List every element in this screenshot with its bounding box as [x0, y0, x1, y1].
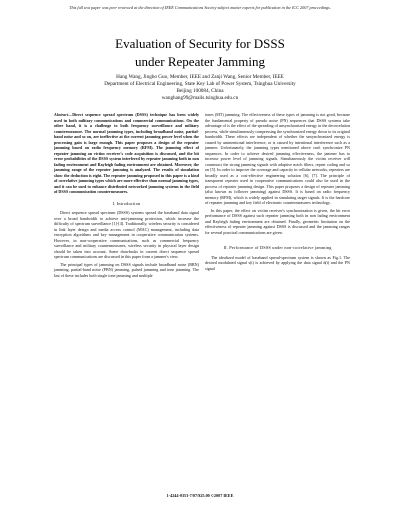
copyright-footer: 1-4244-0353-7/07/$25.00 ©2007 IEEE [166, 493, 234, 498]
author-block [0, 74, 400, 102]
intro-paragraph-2: The principal types of jamming on DSSS signals include broadband noise (BBN) jamming, partial-band noise (PBN) jamming, pulsed jamming and tone jamming. The last of these includes both single tone jamming and multiple [54, 261, 199, 278]
affiliation: Department of Electrical Engineering, State Key Lab of Power System, Tsinghua University [104, 81, 296, 87]
city: Beijing 100084, China [176, 88, 224, 94]
paper-title [0, 35, 400, 71]
right-paragraph-1: tones (MT) jamming. The effectiveness of these types of jamming is not good, because the fundamental property of pseudo noise (PN) sequences that DSSS systems take advantage of is the effect of the spreading of unsynchronized energy in the decorrelation process, while simultaneously compressing the synchronized energy down to its original bandwidth. These effects are independent of whether the unsynchronized energy is caused by unintentional interference, or is caused by intentional interference such as a jammer. Unfortunately, the jamming types mentioned above can't synchronize PN sequences. In order to achieve desired jamming effectiveness, the jammer has to increase power level of jamming signals. Simultaneously the victim receiver will counteract the strong jamming signals with adaptive notch filters, repeat coding and so on [5]. In order to improve the coverage and capacity in cellular networks, repeaters are broadly used as a cost-effective engineering solution [6], [7]. The principle of transparent repeater used in cooperative communications could also be used in the process of repeater jamming design. This paper proposes a design of repeater jamming (also known as follower jamming) against DSSS. It is based on radio frequency memory (RFM), which is widely applied in simulating target signals. It is the hardcore of repeater jamming and key field of electronic countermeasures technology. [205, 112, 350, 205]
intro-paragraph-1: Direct sequence spread spectrum (DSSS) systems spread the baseband data signal over a broad bandwidth to achieve anti-jamming protection, which increase the difficulty of spectrum surveillance [1]-[4]. Traditionally, wireless security is considered in link layer design and media access control (MAC) management, including data encryption algorithms and key management in cooperative communication systems. However, in non-cooperative communications, such as commercial frequency surveillance and military countermeasures, wireless security in physical layer design should be taken into account. Some drawbacks in current direct sequence spread spectrum communications are discussed in this paper from a jammer's view. [54, 210, 199, 259]
abstract-text: —Direct sequence spread spectrum (DSSS) technique has been widely used in both military communications and commercial communications. On the other hand, it is a challenge to both frequency surveillance and military countermeasure. The normal jamming types, including broadband noise, partial-band noise and so on, are ineffective at the current jamming power level when the processing gain is large enough. This paper proposes a design of the repeater jamming based on radio frequency memory (RFM). The jamming effect of repeater jamming on victim receiver's code acquisition is discussed, and the bit error probabilities of the DSSS system interfered by repeater jamming both in non fading environment and Rayleigh fading environment are obtained. Moreover, the jamming range of the repeater jamming is analyzed. The results of simulation show the deduction is right. The repeater jamming proposed in this paper is a kind of correlative jamming types which are more effective than normal jamming types, and it can be used to enhance distributed networked jamming systems in the field of DSSS communication countermeasures. [54, 112, 199, 194]
left-column [54, 112, 199, 280]
author-names: Hang Wang, Jingbo Guo, Member, IEEE and Zanji Wang, Senior Member, IEEE [116, 74, 284, 80]
email: wanghang99@mails.tsinghua.edu.cn [161, 95, 239, 101]
right-column [205, 112, 350, 273]
title-line-2: under Repeater Jamming [135, 54, 265, 69]
section-heading-introduction: I. Introduction [112, 200, 141, 206]
title-line-1: Evaluation of Security for DSSS [115, 36, 285, 51]
section2-paragraph-1: The idealized model of baseband spread-spectrum system is shown as Fig.1. The desired modulated signal s(t) is achieved by applying the data signal d(t) and the PN signal [205, 254, 350, 271]
peer-review-notice: This full text paper was peer reviewed at the direction of IEEE Communications Society subject matter experts for publication in the ICC 2007 proceedings. [69, 5, 331, 10]
abstract-lead: Abstract [54, 112, 69, 117]
right-paragraph-2: In this paper, the effect on victim receiver's synchronization is given, the bit error performance of DSSS against such repeater jamming both in non fading environment and Rayleigh fading environment are obtained. Finally, geometric limitation on the effectiveness of repeater jamming against DSSS is discussed and the jamming ranges for several practical communications are given. [205, 207, 350, 235]
section-heading-performance: II. Performance of DSSS under non-correlative jamming [223, 245, 332, 250]
abstract [54, 112, 199, 195]
